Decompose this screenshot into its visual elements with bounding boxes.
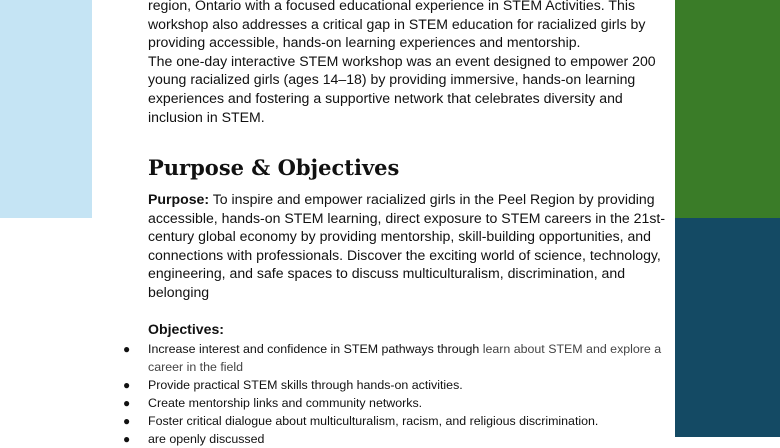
objective-text: Foster critical dialogue about multiculturalism, racism, and religious discrimination.	[148, 414, 599, 428]
objective-item	[123, 394, 678, 412]
bullet-icon: ●	[123, 432, 131, 446]
objective-item	[123, 430, 678, 448]
objective-item	[123, 376, 678, 394]
objective-text: Increase interest and confidence in STEM pathways through	[148, 342, 483, 356]
purpose-text: To inspire and empower racialized girls in the Peel Region by providing accessible, hands-on STEM learning, direct exposure to STEM careers in the 21st-century global economy by providing mentorship, skill-building opportunities, and connections with professionals. Discover the exciting world of science, technology, engineering, and safe spaces to discuss multiculturalism, discrimination, and belonging	[148, 191, 666, 300]
objective-item	[123, 340, 678, 376]
intro-paragraph-1: region, Ontario with a focused educational experience in STEM Activities. This workshop also addresses a critical gap in STEM education for racialized girls by providing accessible, hands-on learning experiences and mentorship.	[148, 0, 646, 51]
decorative-band-light-blue	[0, 0, 92, 218]
decorative-band-green	[675, 0, 780, 218]
objective-text-continued: learn about STEM and explore a career in the field	[148, 342, 662, 374]
bullet-icon: ●	[123, 378, 131, 392]
intro-section	[148, 0, 668, 126]
purpose-paragraph	[148, 190, 668, 302]
bullet-icon: ●	[123, 342, 131, 356]
bullet-icon: ●	[123, 396, 131, 410]
objective-text: Provide practical STEM skills through hands-on activities.	[148, 378, 463, 392]
intro-paragraph-2: The one-day interactive STEM workshop was an event designed to empower 200 young racialized girls (ages 14–18) by providing immersive, hands-on learning experiences and fostering a supportive network that celebrates diversity and inclusion in STEM.	[148, 52, 656, 125]
bullet-icon: ●	[123, 414, 131, 428]
purpose-label: Purpose:	[148, 191, 210, 207]
objectives-list	[123, 340, 678, 448]
objective-text: Create mentorship links and community networks.	[148, 396, 423, 410]
objective-item	[123, 412, 678, 430]
section-heading: Purpose & Objectives	[148, 155, 400, 180]
objectives-label: Objectives:	[148, 321, 224, 337]
objective-text: are openly discussed	[148, 432, 265, 446]
decorative-band-navy	[675, 218, 780, 437]
